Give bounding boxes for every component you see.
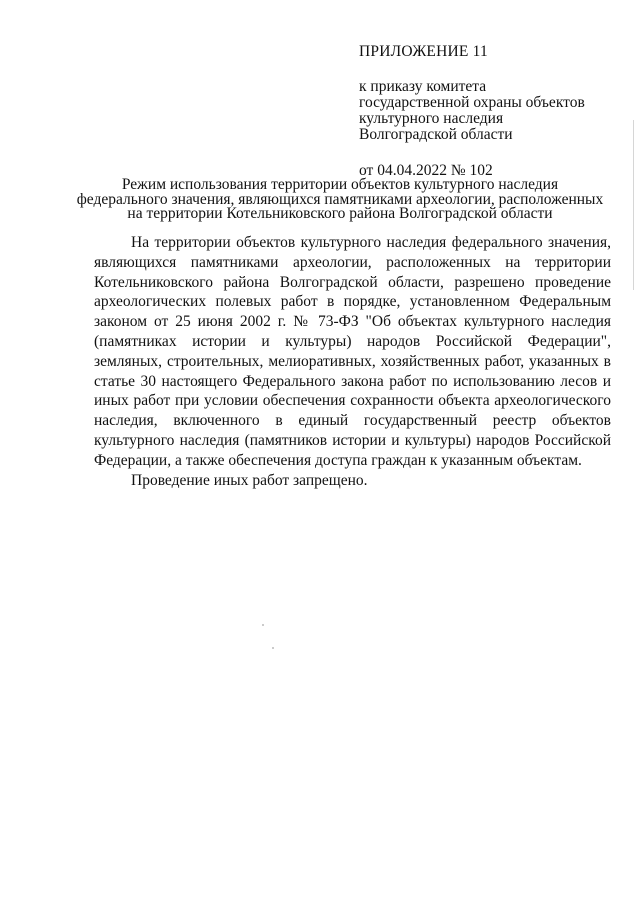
- heading-line: на территории Котельниковского района Волгоградской области: [127, 205, 553, 222]
- appendix-order-line: к приказу комитета: [359, 78, 487, 95]
- scan-edge-shadow: [633, 120, 634, 290]
- document-heading: [70, 178, 610, 222]
- appendix-order-line: Волгоградской области: [359, 126, 513, 143]
- body-paragraph: На территории объектов культурного наследия федерального значения, являющихся памятниками археологии, расположенных на территории Котельниковского района Волгоградской области, разрешено проведение археологических полевых работ в порядке, установленном Федеральным законом от 25 июня 2002 г. № 73-ФЗ "Об объектах культурного наследия (памятниках истории и культуры) народов Российской Федерации", земляных, строительных, мелиоративных, хозяйственных работ, указанных в статье 30 настоящего Федерального закона работ по использованию лесов и иных работ при условии обеспечения сохранности объекта археологического наследия, включенного в единый государственный реестр объектов культурного наследия (памятников истории и культуры) народов Российской Федерации, а также обеспечения доступа граждан к указанным объектам.: [94, 234, 611, 469]
- appendix-order-line: государственной охраны объектов: [359, 94, 585, 111]
- document-body: [94, 233, 611, 490]
- heading-line: федерального значения, являющихся памятниками археологии, расположенных: [76, 190, 604, 208]
- scan-speck: [272, 647, 274, 649]
- body-paragraph: Проведение иных работ запрещено.: [131, 471, 368, 489]
- heading-line: Режим использования территории объектов культурного наследия: [121, 176, 559, 193]
- appendix-header: [359, 44, 619, 179]
- appendix-title: ПРИЛОЖЕНИЕ 11: [359, 43, 488, 60]
- scan-speck: [262, 624, 264, 626]
- appendix-order-line: культурного наследия: [359, 110, 504, 127]
- appendix-date: от 04.04.2022 № 102: [359, 162, 493, 179]
